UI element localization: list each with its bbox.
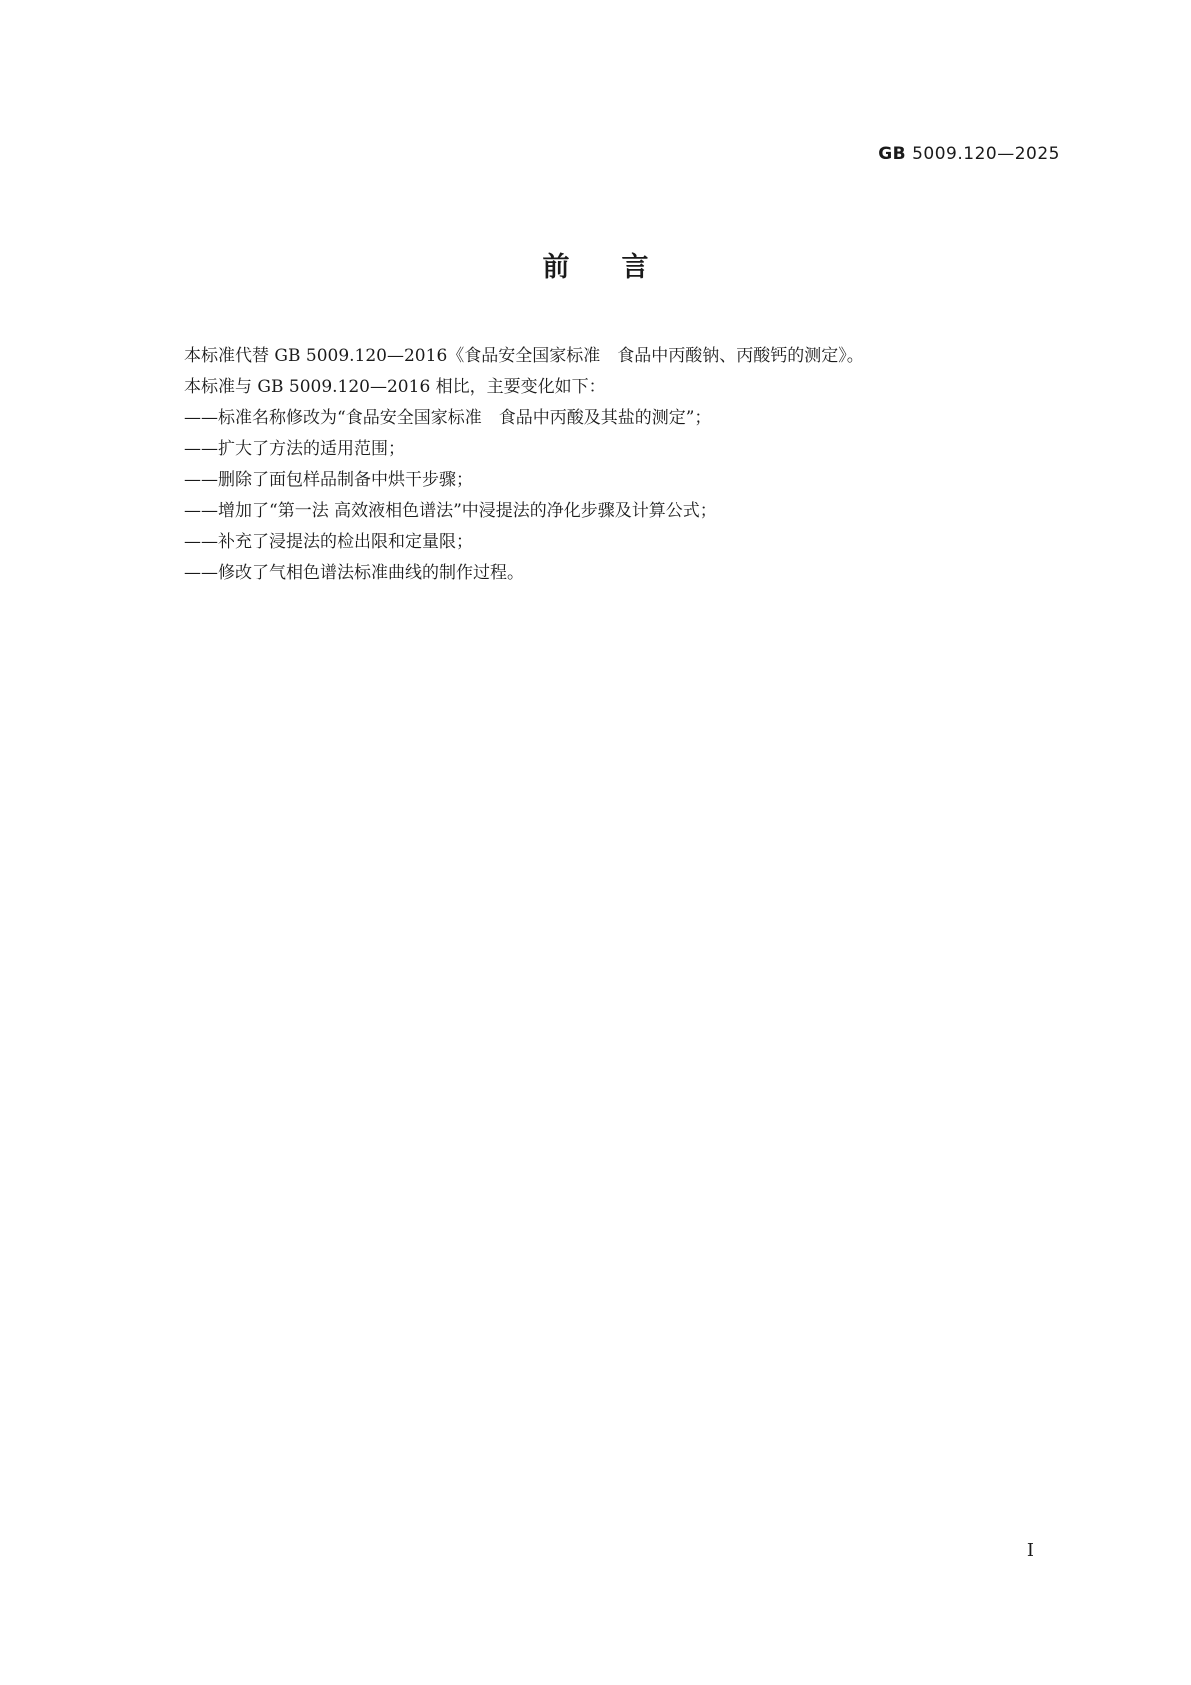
change-item: ——扩大了方法的适用范围； <box>184 439 405 459</box>
foreword-body <box>184 341 1064 589</box>
paragraph-changes-intro: 本标准与 GB 5009.120—2016 相比，主要变化如下： <box>184 377 606 397</box>
standard-number: 5009.120—2025 <box>912 144 1060 164</box>
paragraph-replaces: 本标准代替 GB 5009.120—2016《食品安全国家标准 食品中丙酸钠、丙酸钙的测定》。 <box>184 346 864 366</box>
change-item: ——补充了浸提法的检出限和定量限； <box>184 532 473 552</box>
change-item: ——删除了面包样品制备中烘干步骤； <box>184 470 473 490</box>
page-number: I <box>1026 1540 1034 1561</box>
change-item: ——增加了“第一法 高效液相色谱法”中浸提法的净化步骤及计算公式； <box>184 501 717 521</box>
standard-prefix: GB <box>878 144 907 164</box>
change-item: ——标准名称修改为“食品安全国家标准 食品中丙酸及其盐的测定”； <box>184 408 712 428</box>
standard-code <box>878 144 1060 164</box>
page-title: 前言 <box>542 252 701 283</box>
change-item: ——修改了气相色谱法标准曲线的制作过程。 <box>184 563 524 583</box>
